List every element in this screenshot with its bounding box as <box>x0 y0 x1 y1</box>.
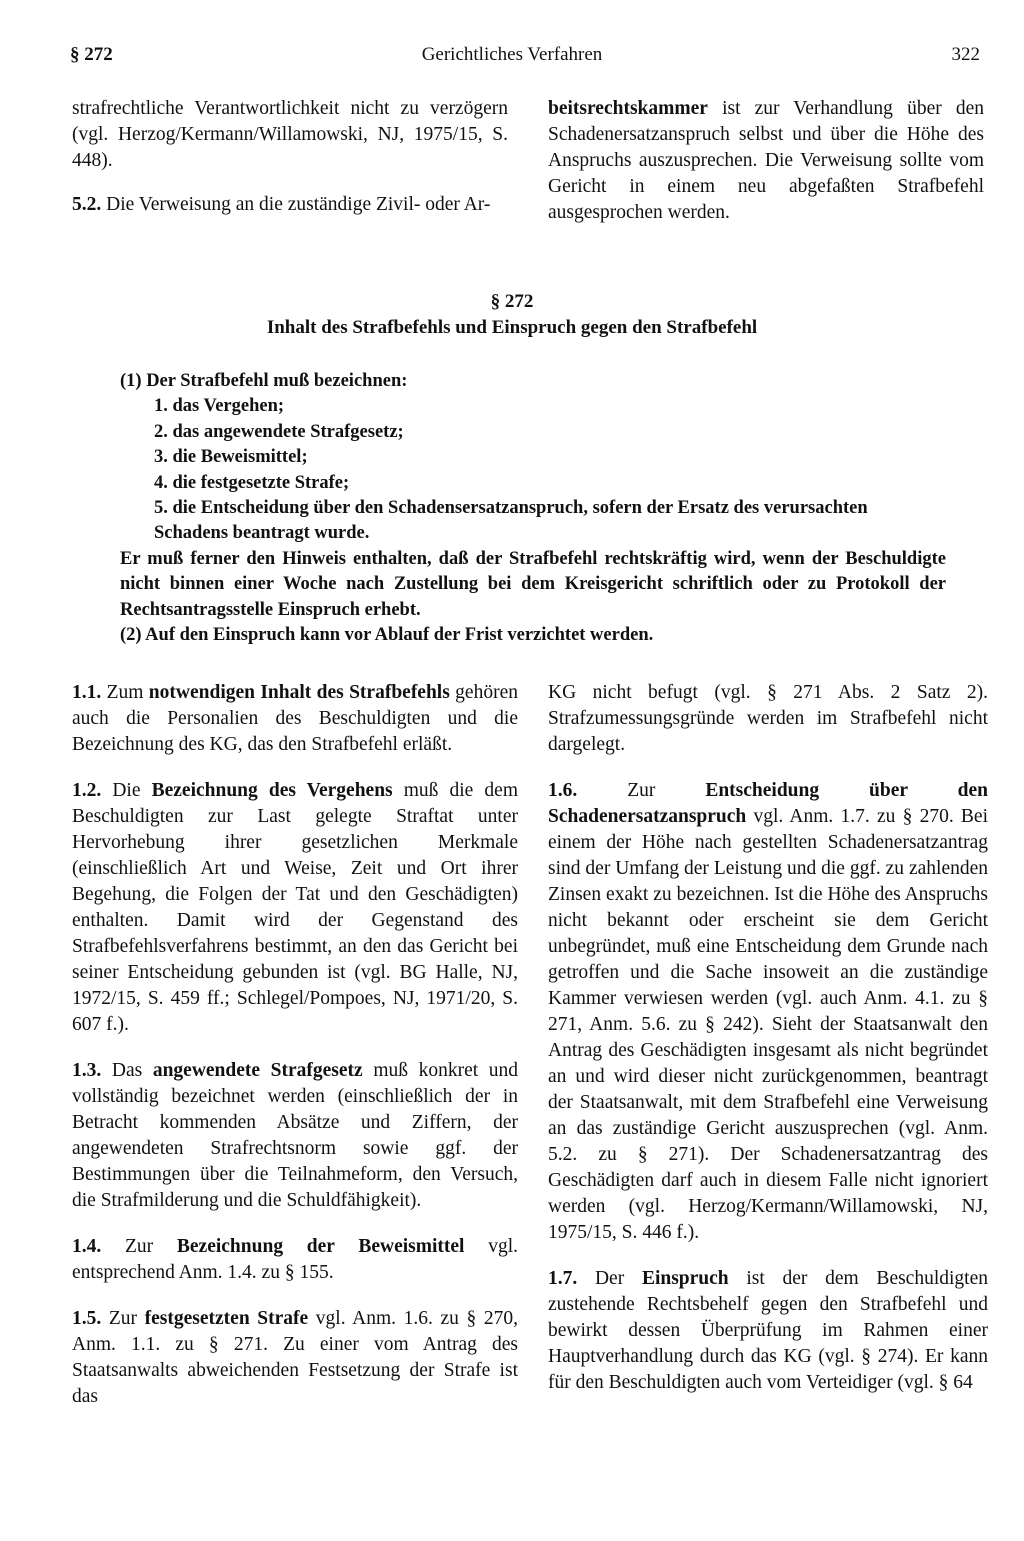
note-1-3 <box>72 1058 518 1214</box>
note-keyword: Bezeichnung der Beweismittel <box>176 1236 465 1257</box>
note-number: 1.3. <box>72 1060 102 1081</box>
page-number: 322 <box>951 44 980 65</box>
commentary-right-column <box>548 680 988 1396</box>
note-number: 1.2. <box>72 780 102 801</box>
note-text: Zur <box>577 780 706 801</box>
note-text: Das <box>101 1060 153 1081</box>
law-item: 1. das Vergehen; <box>154 396 285 417</box>
top-left-column <box>72 96 508 218</box>
note-text: Der <box>577 1268 642 1289</box>
note-1-4 <box>72 1234 518 1286</box>
note-number: 1.6. <box>548 780 578 801</box>
note-text: vgl. entsprechend Anm. 1.4. zu § 155. <box>72 1236 519 1283</box>
top-right-column <box>548 96 984 226</box>
note-1-5 <box>72 1306 518 1410</box>
note-1-7 <box>548 1266 988 1396</box>
note-1-2 <box>72 778 518 1038</box>
header-title: Gerichtliches Verfahren <box>421 44 603 65</box>
paragraph <box>72 192 508 218</box>
note-text: Die <box>101 780 152 801</box>
note-1-6 <box>548 778 988 1246</box>
law-section-title: Inhalt des Strafbefehls und Einspruch gegen den Strafbefehl <box>266 317 758 338</box>
note-number: 1.7. <box>548 1268 578 1289</box>
note-keyword: festgesetzten Strafe <box>144 1308 309 1329</box>
note-text: muß die dem Beschuldigten zur Last gelegte Straftat unter Hervorhebung ihrer gesetzlichen Merkmale (einschließlich Art und Weise, Zeit und Ort ihrer Begehung, die Folgen der Tat und den Geschädigten) enthalten. Damit wird der Gegenstand des Strafbefehlsverfahrens bestimmt, an den das Gericht bei seiner Entscheidung gebunden ist (vgl. BG Halle, NJ, 1972/15, S. 459 ff.; Schlegel/Pompoes, NJ, 1971/20, S. 607 f.). <box>72 780 518 1035</box>
paragraph-text: Die Verweisung an die zuständige Zivil- oder Ar- <box>106 194 491 215</box>
note-keyword: Bezeichnung des Vergehens <box>151 780 393 801</box>
note-text: Zur <box>101 1308 145 1329</box>
commentary-left-column <box>72 680 518 1410</box>
law-item: 5. die Entscheidung über den Schadensersatzanspruch, sofern der Ersatz des verursachten Schadens beantragt wurde. <box>154 498 868 544</box>
law-paragraph-2: (2) Auf den Einspruch kann vor Ablauf der Frist verzichtet werden. <box>120 625 654 646</box>
note-1-5-continued: KG nicht befugt (vgl. § 271 Abs. 2 Satz 2). Strafzumessungsgründe werden im Strafbefehl nicht dargelegt. <box>548 682 988 755</box>
header-section: § 272 <box>70 44 113 65</box>
note-number: 1.4. <box>72 1236 102 1257</box>
note-number: 1.1. <box>72 682 102 703</box>
note-text: Zum <box>101 682 149 703</box>
law-paragraph-1: (1) Der Strafbefehl muß bezeichnen: <box>120 371 408 391</box>
note-text: vgl. Anm. 1.7. zu § 270. Bei einem der Höhe nach gestellten Schadenersatzantrag sind der Umfang der Leistung und die ggf. zu zahlenden Zinsen exakt zu bezeichnen. Ist die Höhe des Anspruchs nicht bekannt oder erscheint sie dem Gericht unbegründet, muß eine Entscheidung dem Grunde nach getroffen und die Sache insoweit an die zuständige Kammer verwiesen werden (vgl. auch Anm. 4.1. zu § 271, Anm. 5.6. zu § 242). Sieht der Staatsanwalt den Antrag des Geschädigten insgesamt als nicht begründet an und wird dieser nicht zurückgenommen, beantragt der Staatsanwalt, mit dem Strafbefehl eine Verweisung an das zuständige Gericht auszusprechen (vgl. Anm. 5.2. zu § 271). Der Schadenersatzantrag des Geschädigten darf auch in diesem Falle nicht ignoriert werden (vgl. Herzog/Kermann/Willamowski, NJ, 1975/15, S. 446 f.). <box>548 806 988 1243</box>
paragraph <box>548 96 984 226</box>
note-text: gehören auch die Personalien des Beschuldigten und die Bezeichnung des KG, das den Strafbefehl erläßt. <box>72 682 518 755</box>
paragraph-text: ist zur Verhandlung über den Schadenersatzanspruch selbst und über die Höhe des Anspruchs auszusprechen. Die Verweisung sollte vom Gericht in einem neu abgefaßten Strafbefehl ausgesprochen werden. <box>548 98 984 223</box>
note-number: 5.2. <box>72 194 102 215</box>
paragraph: strafrechtliche Verantwortlichkeit nicht zu verzögern (vgl. Herzog/Kermann/Willamowski, NJ, 1975/15, S. 448). <box>72 98 508 171</box>
note-text: Zur <box>101 1236 177 1257</box>
note-keyword: Einspruch <box>641 1268 729 1289</box>
note-number: 1.5. <box>72 1308 102 1329</box>
law-item: 2. das angewendete Strafgesetz; <box>154 421 404 442</box>
note-text: muß konkret und vollständig bezeichnet werden (einschließlich der in Betracht kommenden Absätze und Ziffern, der angewendeten Strafrechtsnorm sowie ggf. der Bestimmungen über die Teilnahmeform, den Versuch, die Strafmilderung und die Schuldfähigkeit). <box>72 1060 519 1211</box>
emphasis: beitsrechtskammer <box>548 98 708 119</box>
note-text: vgl. Anm. 1.6. zu § 270, Anm. 1.1. zu § 271. Zu einer vom Antrag des Staatsanwalts abweichenden Festsetzung der Strafe ist das <box>72 1308 518 1407</box>
law-section-number: § 272 <box>490 291 534 312</box>
law-text <box>120 369 946 648</box>
note-keyword: angewendete Strafgesetz <box>152 1060 363 1081</box>
note-1-1 <box>72 680 518 758</box>
note-keyword: notwendigen Inhalt des Strafbefehls <box>148 682 450 703</box>
law-item: 4. die festgesetzte Strafe; <box>154 472 350 493</box>
law-item: 3. die Beweismittel; <box>154 447 308 468</box>
note-keyword: Entscheidung über den Schadenersatzanspruch <box>548 780 988 827</box>
note-text: ist der dem Beschuldigten zustehende Rechtsbehelf gegen den Strafbefehl und bewirkt dessen Überprüfung im Rahmen einer Hauptverhandlung durch das KG (vgl. § 274). Er kann für den Beschuldigten auch vom Verteidiger (vgl. § 64 <box>548 1268 988 1393</box>
law-paragraph-1-continued: Er muß ferner den Hinweis enthalten, daß der Strafbefehl rechtskräftig wird, wenn der Beschuldigte nicht binnen einer Woche nach Zustellung bei dem Kreisgericht schriftlich oder zu Protokoll der Rechtsantragsstelle Einspruch erhebt. <box>120 548 946 620</box>
